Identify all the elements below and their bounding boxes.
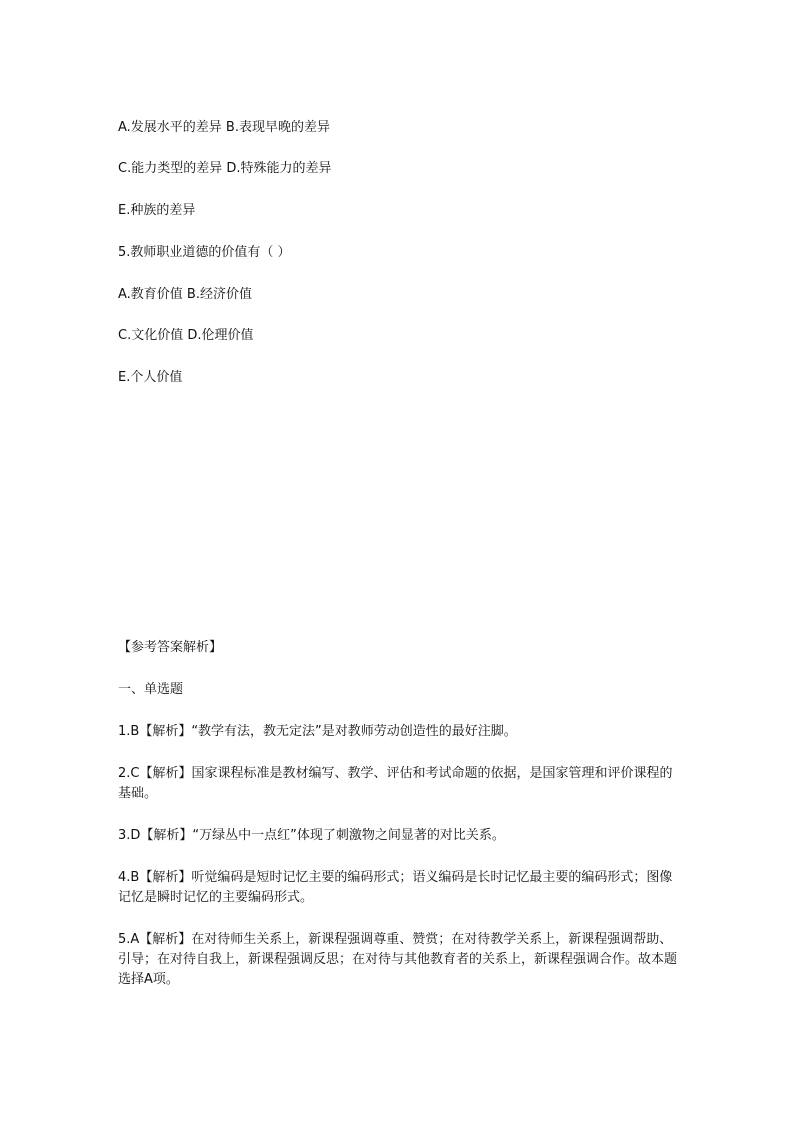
q4-options-line-3: E.种族的差异 [118, 203, 196, 218]
q5-options-line-1: A.教育价值 B.经济价值 [118, 287, 252, 302]
answer-item-3: 3.D【解析】“万绿丛中一点红”体现了刺激物之间显著的对比关系。 [118, 828, 505, 843]
q4-options-line-2: C.能力类型的差异 D.特殊能力的差异 [118, 161, 332, 176]
answers-section-title: 一、单选题 [118, 682, 184, 697]
answer-item-5: 5.A【解析】在对待师生关系上，新课程强调尊重、赞赏；在对待教学关系上，新课程强调帮助、引导；在对待自我上，新课程强调反思；在对待与其他教育者的关系上，新课程强调合作。故本题选择A项。 [118, 932, 678, 987]
q4-options-line-1: A.发展水平的差异 B.表现早晚的差异 [118, 120, 330, 135]
q5-options-line-2: C.文化价值 D.伦理价值 [118, 328, 254, 343]
answers-heading: 【参考答案解析】 [118, 640, 223, 655]
answer-item-4: 4.B【解析】听觉编码是短时记忆主要的编码形式；语义编码是长时记忆最主要的编码形式；图像记忆是瞬时记忆的主要编码形式。 [118, 870, 673, 905]
answer-item-2: 2.C【解析】国家课程标准是教材编写、教学、评估和考试命题的依据，是国家管理和评价课程的基础。 [118, 766, 673, 801]
q5-stem: 5.教师职业道德的价值有（ ） [118, 245, 291, 260]
q5-options-line-3: E.个人价值 [118, 370, 183, 385]
answer-item-1: 1.B【解析】“教学有法，教无定法”是对教师劳动创造性的最好注脚。 [118, 724, 517, 739]
